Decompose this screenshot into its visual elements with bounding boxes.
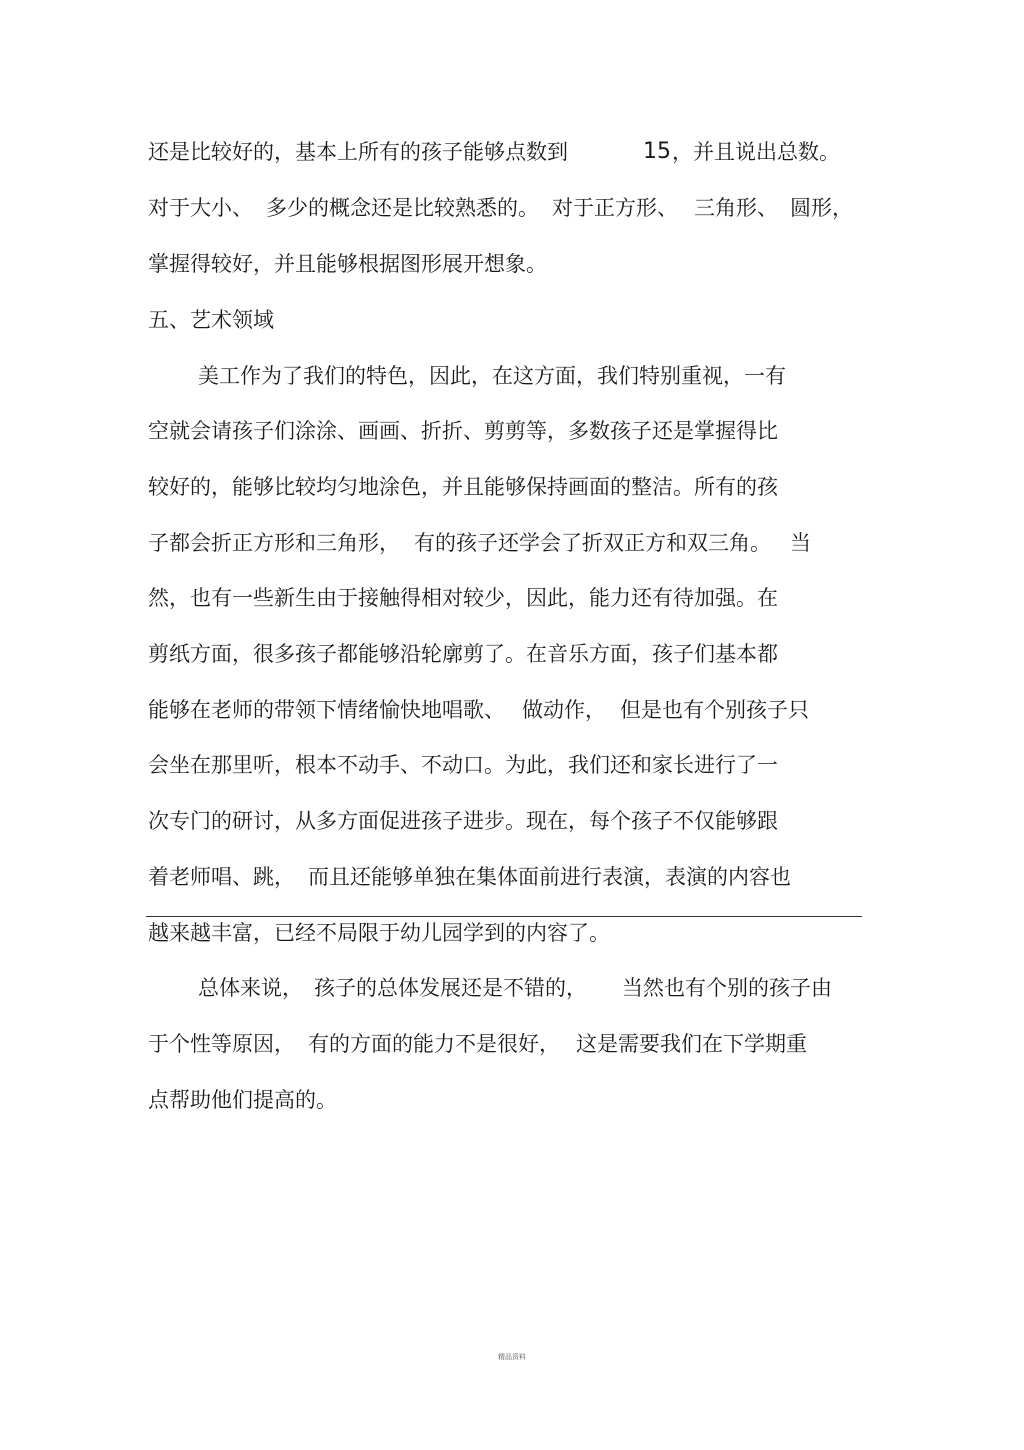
text-segment: 当然也有个别的孩子由 [622,976,832,1000]
text-segment: 圆形， [790,196,853,220]
text-segment: 空就会请孩子们涂涂、画画、折折、剪剪等，多数孩子还是掌握得比 [148,419,778,443]
text-segment: 有的方面的能力不是很好， [308,1032,560,1056]
text-segment: 越来越丰富，已经不局限于幼儿园学到的内容了。 [148,921,610,945]
paragraph-line [0,244,1024,284]
text-segment: 点帮助他们提高的。 [148,1088,337,1112]
text-segment: 较好的，能够比较均匀地涂色，并且能够保持画面的整洁。所有的孩 [148,475,778,499]
paragraph-line [0,968,1024,1008]
text-segment: 子都会折正方形和三角形， [148,531,400,555]
paragraph-line [0,690,1024,730]
text-segment: 能够在老师的带领下情绪愉快地唱歌、 [148,698,505,722]
paragraph-line [0,1080,1024,1120]
text-segment: 还是比较好的，基本上所有的孩子能够点数到 [148,140,568,164]
section-heading [0,300,1024,340]
text-segment: 这是需要我们在下学期重 [576,1032,807,1056]
paragraph-line [0,467,1024,507]
paragraph-line [0,132,1024,172]
text-segment: 而且还能够单独在集体面前进行表演，表演的内容也 [308,865,791,889]
text-segment: 当 [790,531,811,555]
text-segment: 美工作为了我们的特色，因此，在这方面，我们特别重视，一有 [198,364,786,388]
text-segment: 对于正方形、 [552,196,678,220]
text-segment: 会坐在那里听，根本不动手、不动口。为此，我们还和家长进行了一 [148,753,778,777]
paragraph-line [0,356,1024,396]
paragraph-line [0,523,1024,563]
paragraph-line [0,634,1024,674]
text-segment: 有的孩子还学会了折双正方和双三角。 [414,531,771,555]
text-segment: 然，也有一些新生由于接触得相对较少，因此，能力还有待加强。在 [148,586,778,610]
text-segment: 剪纸方面，很多孩子都能够沿轮廓剪了。在音乐方面，孩子们基本都 [148,642,778,666]
number-fifteen: 15 [643,139,671,164]
text-segment: 多少的概念还是比较熟悉的。 [266,196,539,220]
text-segment: 孩子的总体发展还是不错的， [314,976,587,1000]
text-segment: ，并且说出总数。 [672,140,840,164]
paragraph-line [0,857,1024,897]
text-segment: 做动作， [522,698,606,722]
paragraph-line [0,913,1024,953]
text-segment: 着老师唱、跳， [148,865,295,889]
paragraph-line [0,745,1024,785]
text-segment: 对于大小、 [148,196,253,220]
paragraph-line [0,411,1024,451]
text-segment: 于个性等原因， [148,1032,295,1056]
heading-text: 五、艺术领域 [148,308,274,332]
paragraph-line [0,188,1024,228]
text-segment: 但是也有个别孩子只 [620,698,809,722]
text-segment: 三角形、 [694,196,778,220]
text-segment: 掌握得较好，并且能够根据图形展开想象。 [148,252,547,276]
text-segment: 次专门的研讨，从多方面促进孩子进步。现在，每个孩子不仅能够跟 [148,809,778,833]
text-segment: 总体来说， [198,976,303,1000]
paragraph-line [0,1024,1024,1064]
paragraph-line [0,801,1024,841]
page-footer: 精品资料 [498,1353,526,1361]
paragraph-line [0,578,1024,618]
